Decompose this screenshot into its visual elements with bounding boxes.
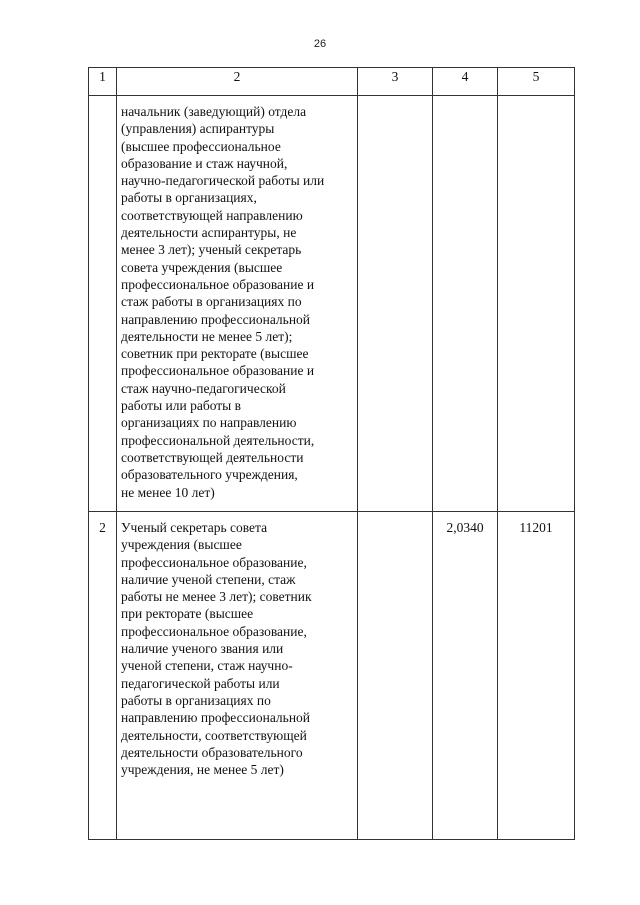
table-row bbox=[89, 512, 575, 840]
text-line: при ректорате (высшее bbox=[121, 606, 254, 622]
text-line: стаж работы в организациях по bbox=[121, 294, 302, 310]
text-line: не менее 10 лет) bbox=[121, 484, 215, 500]
text-line: деятельности не менее 5 лет); bbox=[121, 328, 293, 344]
text-line: профессиональной деятельности, bbox=[121, 432, 315, 448]
text-line: менее 3 лет); ученый секретарь bbox=[121, 242, 302, 258]
text-line: деятельности аспирантуры, не bbox=[121, 225, 297, 241]
text-line: работы в организациях, bbox=[121, 190, 257, 206]
text-line: наличие ученого звания или bbox=[121, 641, 284, 657]
text-line: работы или работы в bbox=[121, 398, 241, 414]
text-line: направлению профессиональной bbox=[121, 311, 311, 327]
text-line: ученой степени, стаж научно- bbox=[121, 658, 293, 674]
table-row bbox=[89, 96, 575, 512]
text-line: совета учреждения (высшее bbox=[121, 259, 283, 275]
coefficient-cell bbox=[433, 96, 498, 512]
text-line: (высшее профессиональное bbox=[121, 138, 281, 154]
table-header-row bbox=[89, 68, 575, 96]
text-line: учреждения (высшее bbox=[121, 537, 242, 553]
column-header: 2 bbox=[117, 68, 358, 96]
salary-table bbox=[88, 67, 575, 840]
text-line: образование и стаж научной, bbox=[121, 155, 288, 171]
row-number-cell bbox=[89, 96, 117, 512]
column-header: 5 bbox=[498, 68, 575, 96]
row-number-cell: 2 bbox=[89, 512, 117, 840]
text-line: соответствующей направлению bbox=[121, 207, 303, 223]
text-line: деятельности образовательного bbox=[121, 744, 303, 760]
text-line: направлению профессиональной bbox=[121, 710, 311, 726]
text-line: (управления) аспирантуры bbox=[121, 121, 275, 137]
column-3-cell bbox=[358, 512, 433, 840]
text-line: работы не менее 3 лет); советник bbox=[121, 589, 312, 605]
text-line: советник при ректорате (высшее bbox=[121, 346, 309, 362]
text-line: учреждения, не менее 5 лет) bbox=[121, 762, 284, 778]
text-line: организациях по направлению bbox=[121, 415, 297, 431]
text-line: соответствующей деятельности bbox=[121, 449, 304, 465]
column-header: 3 bbox=[358, 68, 433, 96]
text-line: Ученый секретарь совета bbox=[121, 520, 268, 535]
column-header: 4 bbox=[433, 68, 498, 96]
text-line: образовательного учреждения, bbox=[121, 467, 298, 483]
salary-cell: 11201 bbox=[498, 512, 575, 840]
page-number: 26 bbox=[313, 38, 327, 50]
text-line: стаж научно-педагогической bbox=[121, 380, 286, 396]
text-line: работы в организациях по bbox=[121, 692, 271, 708]
text-line: профессиональное образование, bbox=[121, 623, 307, 639]
salary-cell bbox=[498, 96, 575, 512]
coefficient-cell: 2,0340 bbox=[433, 512, 498, 840]
text-line: начальник (заведующий) отдела bbox=[121, 104, 307, 119]
text-line: научно-педагогической работы или bbox=[121, 173, 325, 189]
text-line: профессиональное образование и bbox=[121, 363, 315, 379]
text-line: наличие ученой степени, стаж bbox=[121, 571, 296, 587]
text-line: деятельности, соответствующей bbox=[121, 727, 307, 743]
column-3-cell bbox=[358, 96, 433, 512]
position-description-cell bbox=[117, 512, 358, 840]
column-header: 1 bbox=[89, 68, 117, 96]
text-line: педагогической работы или bbox=[121, 675, 280, 691]
text-line: профессиональное образование, bbox=[121, 554, 307, 570]
position-description-cell bbox=[117, 96, 358, 512]
text-line: профессиональное образование и bbox=[121, 276, 315, 292]
